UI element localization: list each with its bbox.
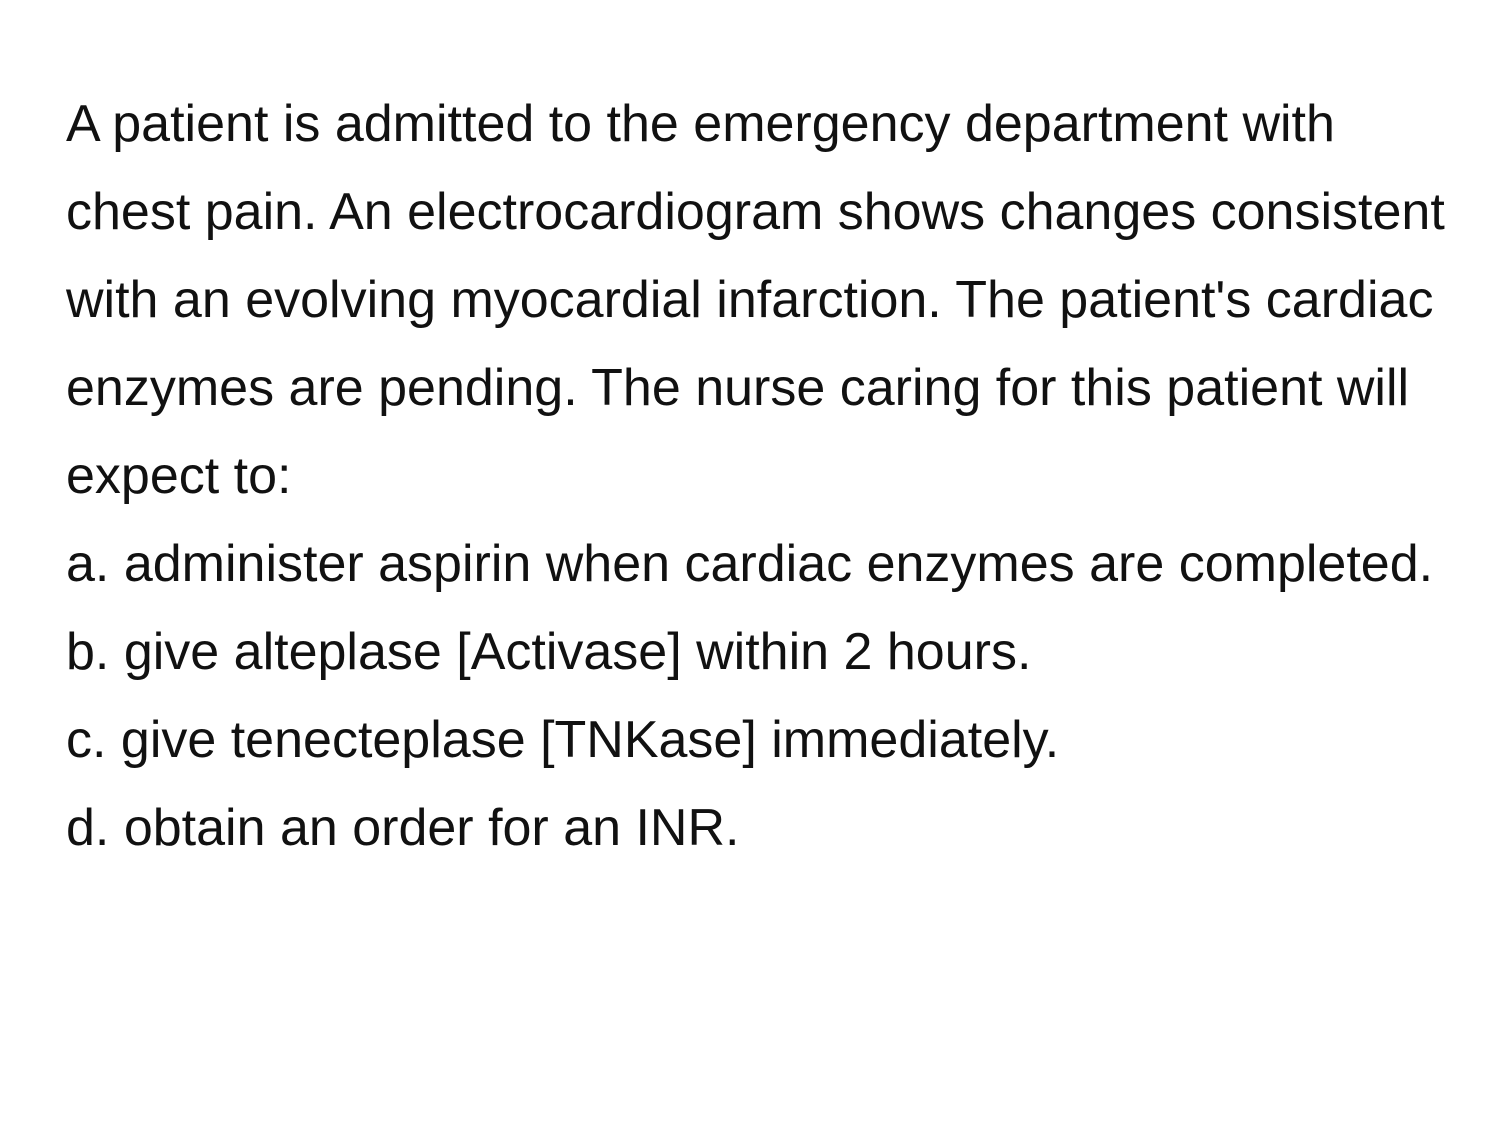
question-block	[66, 80, 1466, 872]
answer-option-d: d. obtain an order for an INR.	[66, 799, 740, 857]
question-stem: A patient is admitted to the emergency department with chest pain. An electrocardiogram shows changes consistent with an evolving myocardial infarction. The patient's cardiac enzymes are pending. The nurse caring for this patient will expect to:	[66, 95, 1445, 505]
answer-option-c: c. give tenecteplase [TNKase] immediately.	[66, 711, 1060, 769]
answer-option-b: b. give alteplase [Activase] within 2 hours.	[66, 623, 1032, 681]
answer-options-list	[66, 520, 1466, 872]
answer-option-a: a. administer aspirin when cardiac enzymes are completed.	[66, 535, 1434, 593]
